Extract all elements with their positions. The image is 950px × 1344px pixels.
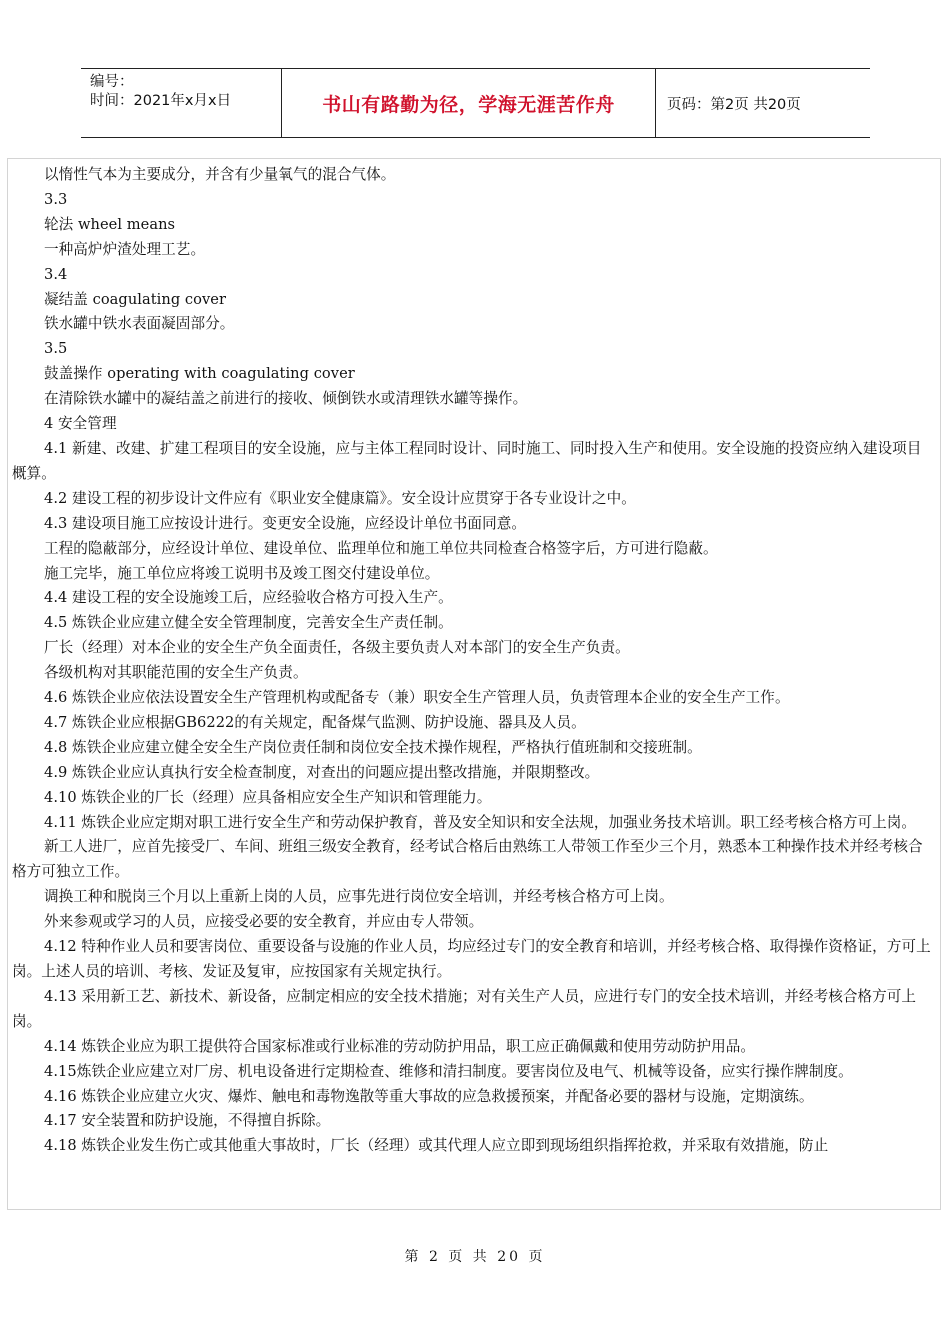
header-page-info: 页码：第2页 共20页 — [667, 96, 801, 113]
body-paragraph: 4.7 炼铁企业应根据GB6222的有关规定，配备煤气监测、防护设施、器具及人员。 — [44, 713, 586, 731]
body-line: 在清除铁水罐中的凝结盖之前进行的接收、倾倒铁水或清理铁水罐等操作。 — [44, 390, 528, 408]
body-paragraph: 4.11 炼铁企业应定期对职工进行安全生产和劳动保护教育，普及安全知识和安全法规，加强业务技术培训。职工经考核合格方可上岗。 — [44, 813, 917, 831]
body-paragraph: 4.13 采用新工艺、新技术、新设备，应制定相应的安全技术措施；对有关生产人员，应进行专门的安全技术培训，并经考核合格方可上岗。 — [12, 987, 917, 1030]
body-paragraph: 外来参观或学习的人员，应接受必要的安全教育，并应由专人带领。 — [44, 913, 484, 931]
section-heading: 4 安全管理 — [44, 415, 117, 433]
body-paragraph: 施工完毕，施工单位应将竣工说明书及竣工图交付建设单位。 — [44, 564, 440, 582]
document-body-frame — [7, 158, 941, 1210]
body-paragraph: 4.12 特种作业人员和要害岗位、重要设备与设施的作业人员，均应经过专门的安全教育和培训，并经考核合格、取得操作资格证，方可上岗。上述人员的培训、考核、发证及复审，应按国家有关规定执行。 — [12, 938, 931, 980]
body-paragraph: 新工人进厂，应首先接受厂、车间、班组三级安全教育，经考试合格后由熟练工人带领工作至少三个月，熟悉本工种操作技术并经考核合格方可独立工作。 — [12, 838, 923, 881]
page-footer: 第 2 页 共 20 页 — [404, 1249, 546, 1265]
body-paragraph: 4.10 炼铁企业的厂长（经理）应具备相应安全生产知识和管理能力。 — [44, 788, 492, 806]
body-paragraph: 4.3 建设项目施工应按设计进行。变更安全设施，应经设计单位书面同意。 — [44, 514, 527, 532]
body-line: 鼓盖操作 operating with coagulating cover — [44, 365, 355, 383]
body-line: 凝结盖 coagulating cover — [44, 290, 226, 308]
body-line: 铁水罐中铁水表面凝固部分。 — [44, 315, 235, 333]
body-paragraph: 4.6 炼铁企业应依法设置安全生产管理机构或配备专（兼）职安全生产管理人员，负责管理本企业的安全生产工作。 — [44, 689, 790, 707]
body-line: 以惰性气本为主要成分，并含有少量氧气的混合气体。 — [44, 166, 396, 183]
body-paragraph: 4.4 建设工程的安全设施竣工后，应经验收合格方可投入生产。 — [44, 589, 453, 607]
body-paragraph: 4.16 炼铁企业应建立火灾、爆炸、触电和毒物逸散等重大事故的应急救援预案，并配备必要的器材与设施，定期演练。 — [44, 1087, 814, 1105]
body-paragraph: 厂长（经理）对本企业的安全生产负全面责任，各级主要负责人对本部门的安全生产负责。 — [44, 639, 630, 657]
body-paragraph: 4.15炼铁企业应建立对厂房、机电设备进行定期检查、维修和清扫制度。要害岗位及电气、机械等设备，应实行操作牌制度。 — [44, 1062, 853, 1080]
body-line: 3.3 — [44, 190, 68, 208]
header-meta-cell — [81, 69, 282, 137]
body-line: 3.4 — [44, 265, 68, 283]
body-paragraph: 各级机构对其职能范围的安全生产负责。 — [44, 664, 308, 682]
body-paragraph: 工程的隐蔽部分，应经设计单位、建设单位、监理单位和施工单位共同检查合格签字后，方可进行隐蔽。 — [44, 539, 718, 557]
document-time: 时间：2021年x月x日 — [90, 93, 232, 109]
body-paragraph: 4.2 建设工程的初步设计文件应有《职业安全健康篇》。安全设计应贯穿于各专业设计之中。 — [44, 489, 636, 507]
body-paragraph: 4.9 炼铁企业应认真执行安全检查制度，对查出的问题应提出整改措施，并限期整改。 — [44, 763, 600, 781]
body-paragraph: 4.1 新建、改建、扩建工程项目的安全设施，应与主体工程同时设计、同时施工、同时投入生产和使用。安全设施的投资应纳入建设项目概算。 — [12, 439, 922, 482]
body-paragraph: 4.17 安全装置和防护设施，不得擅自拆除。 — [44, 1112, 331, 1130]
body-paragraph: 4.18 炼铁企业发生伤亡或其他重大事故时，厂长（经理）或其代理人应立即到现场组织指挥抢救，并采取有效措施，防止 — [44, 1137, 829, 1155]
body-paragraph: 调换工种和脱岗三个月以上重新上岗的人员，应事先进行岗位安全培训，并经考核合格方可上岗。 — [44, 888, 674, 906]
document-body-text — [12, 163, 936, 1159]
header-page-cell — [656, 69, 870, 137]
document-header — [81, 68, 870, 138]
body-line: 3.5 — [44, 340, 68, 358]
body-line: 轮法 wheel means — [44, 215, 176, 233]
header-motto: 书山有路勤为径，学海无涯苦作舟 — [322, 93, 615, 116]
document-number-label: 编号： — [90, 74, 134, 90]
body-paragraph: 4.5 炼铁企业应建立健全安全管理制度，完善安全生产责任制。 — [44, 614, 453, 632]
body-line: 一种高炉炉渣处理工艺。 — [44, 240, 206, 258]
header-motto-cell — [282, 69, 656, 137]
body-paragraph: 4.14 炼铁企业应为职工提供符合国家标准或行业标准的劳动防护用品，职工应正确佩戴和使用劳动防护用品。 — [44, 1037, 755, 1055]
body-paragraph: 4.8 炼铁企业应建立健全安全生产岗位责任制和岗位安全技术操作规程，严格执行值班制和交接班制。 — [44, 738, 702, 756]
